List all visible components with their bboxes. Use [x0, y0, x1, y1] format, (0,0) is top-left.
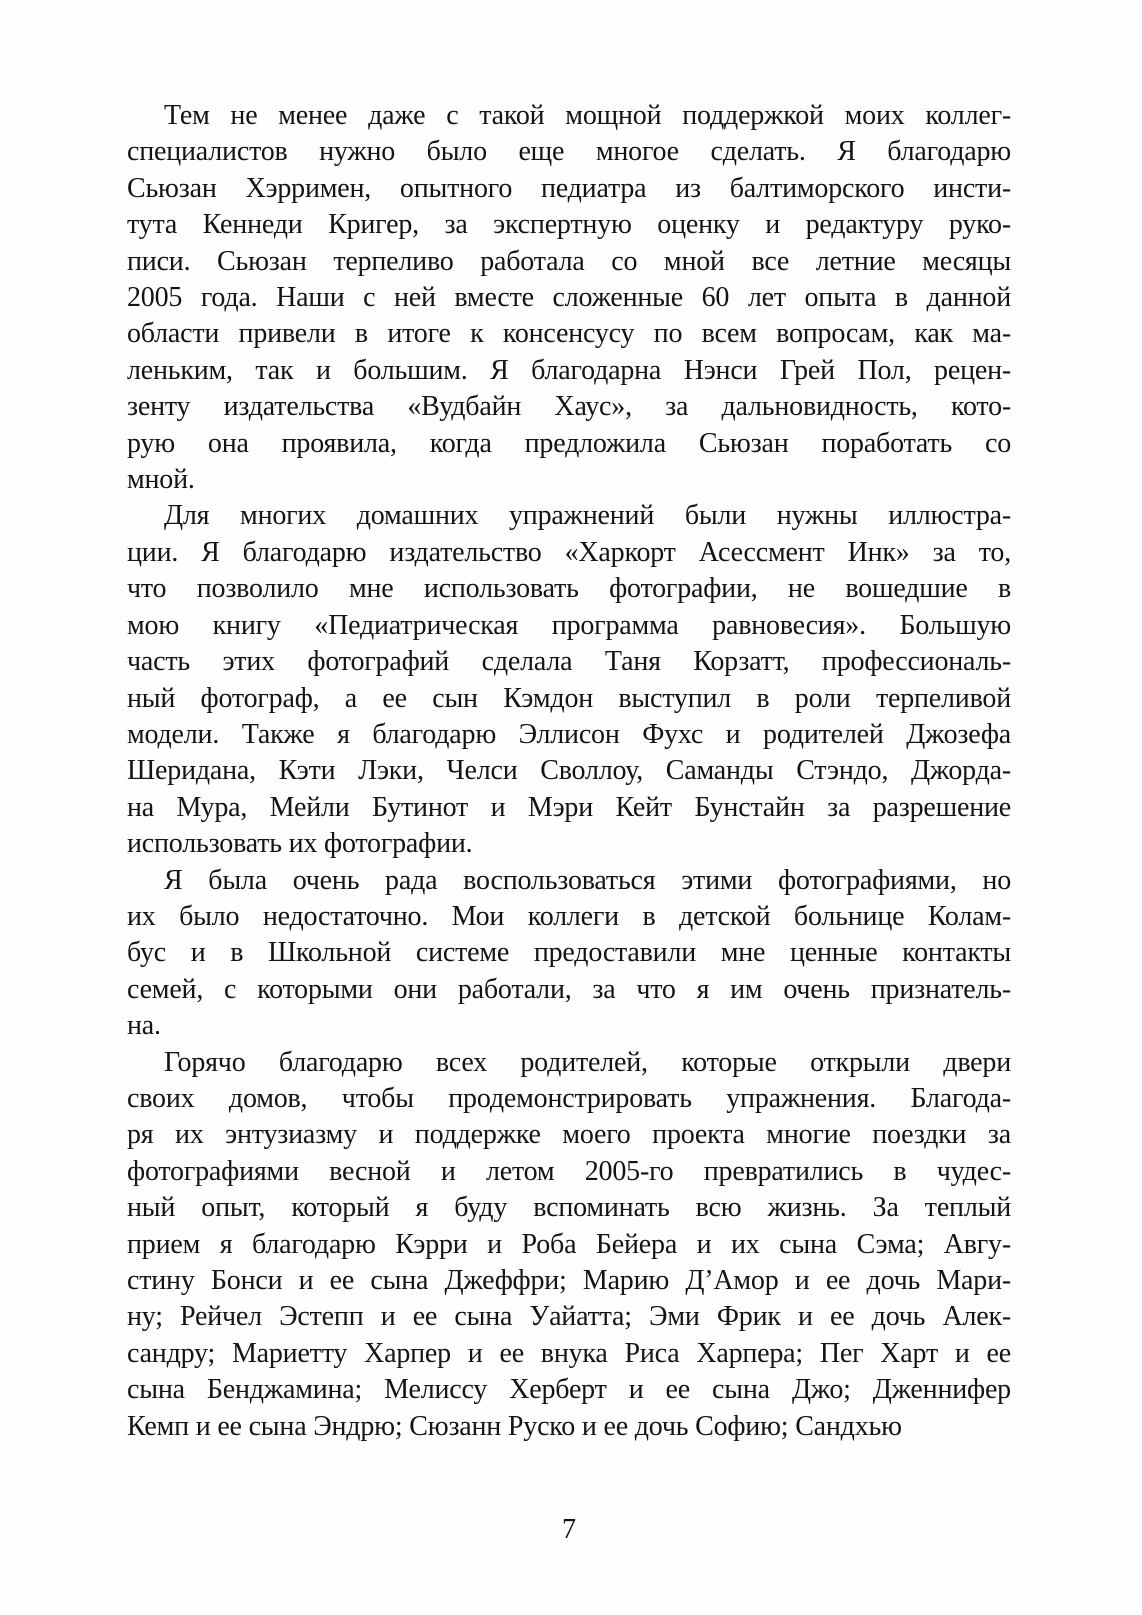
text-line: своих домов, чтобы продемонстрировать упражнения. Благода- [127, 1082, 1011, 1114]
text-line: часть этих фотографий сделала Таня Корзатт, профессиональ- [127, 646, 1011, 678]
text-line: фотографиями весной и летом 2005-го превратились в чудес- [127, 1155, 1011, 1187]
text-line: Горячо благодарю всех родителей, которые открыли двери [164, 1046, 1011, 1078]
page-number: 7 [562, 1514, 576, 1545]
text-line: зенту издательства «Вудбайн Хаус», за дальновидность, кото- [127, 391, 1011, 423]
text-line: ря их энтузиазму и поддержке моего проекта многие поездки за [127, 1119, 1011, 1151]
paragraph [127, 1045, 1011, 1445]
text-line: Тем не менее даже с такой мощной поддержкой моих коллег- [164, 100, 1011, 131]
text-line: Сьюзан Хэрримен, опытного педиатра из балтиморского инсти- [127, 172, 1011, 204]
text-line: ный фотограф, а ее сын Кэмдон выступил в роли терпеливой [127, 682, 1011, 714]
text-line: Кемп и ее сына Эндрю; Сюзанн Руско и ее дочь Софию; Сандхью [127, 1410, 902, 1442]
text-line: на Мура, Мейли Бутинот и Мэри Кейт Бунстайн за разрешение [127, 791, 1011, 823]
text-line: на. [127, 1010, 161, 1042]
page-text [127, 98, 1011, 1445]
text-line: мной. [127, 464, 195, 496]
text-line: прием я благодарю Кэрри и Роба Бейера и их сына Сэма; Авгу- [127, 1228, 1011, 1260]
paragraph [127, 863, 1011, 1045]
text-line: Шеридана, Кэти Лэки, Челси Своллоу, Саманды Стэндо, Джорда- [127, 755, 1011, 787]
text-line: их было недостаточно. Мои коллеги в детской больнице Колам- [127, 900, 1011, 932]
text-line: сандру; Мариетту Харпер и ее внука Риса Харпера; Пег Харт и ее [127, 1337, 1011, 1369]
text-line: тута Кеннеди Кригер, за экспертную оценку и редактуру руко- [127, 209, 1011, 241]
text-line: ну; Рейчел Эстепп и ее сына Уайатта; Эми Фрик и ее дочь Алек- [127, 1301, 1011, 1333]
text-line: бус и в Школьной системе предоставили мне ценные контакты [127, 937, 1011, 969]
text-line: сына Бенджамина; Мелиссу Херберт и ее сына Джо; Дженнифер [127, 1374, 1011, 1406]
text-line: семей, с которыми они работали, за что я им очень признатель- [127, 973, 1011, 1005]
text-line: ный опыт, который я буду вспоминать всю жизнь. За теплый [127, 1192, 1011, 1224]
text-line: 2005 года. Наши с ней вместе сложенные 60 лет опыта в данной [127, 282, 1011, 314]
text-line: Для многих домашних упражнений были нужны иллюстра- [164, 500, 1011, 532]
paragraph [127, 98, 1011, 498]
text-line: Я была очень рада воспользоваться этими фотографиями, но [164, 864, 1011, 896]
text-line: писи. Сьюзан терпеливо работала со мной все летние месяцы [127, 245, 1011, 277]
text-line: леньким, так и большим. Я благодарна Нэнси Грей Пол, рецен- [127, 354, 1011, 386]
text-line: ции. Я благодарю издательство «Харкорт Асессмент Инк» за то, [127, 536, 1011, 568]
text-line: модели. Также я благодарю Эллисон Фухс и родителей Джозефа [127, 718, 1011, 750]
text-line: стину Бонси и ее сына Джеффри; Марию Д’Амор и ее дочь Мари- [127, 1265, 1011, 1296]
text-line: использовать их фотографии. [127, 828, 473, 860]
text-line: рую она проявила, когда предложила Сьюзан поработать со [127, 427, 1011, 459]
text-line: мою книгу «Педиатрическая программа равновесия». Большую [127, 609, 1011, 641]
paragraph [127, 498, 1011, 862]
text-line: что позволило мне использовать фотографии, не вошедшие в [127, 573, 1011, 605]
text-line: области привели в итоге к консенсусу по всем вопросам, как ма- [127, 318, 1011, 350]
text-line: специалистов нужно было еще многое сделать. Я благодарю [127, 136, 1011, 168]
